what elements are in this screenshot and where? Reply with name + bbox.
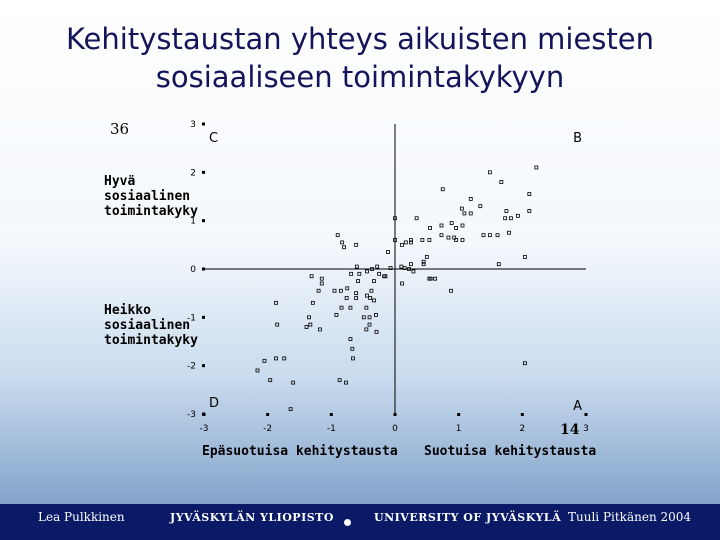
scatter-point: [365, 306, 368, 309]
scatter-point: [378, 272, 381, 275]
y-tick-mark: [202, 123, 205, 126]
scatter-point: [425, 255, 428, 258]
scatter-point: [505, 210, 508, 213]
scatter-point: [450, 289, 453, 292]
scatter-point: [318, 328, 321, 331]
scatter-point: [482, 234, 485, 237]
scatter-point: [507, 231, 510, 234]
y-tick-label: 1: [190, 216, 196, 227]
x-tick-mark: [203, 413, 206, 416]
scatter-point: [320, 277, 323, 280]
good-social-functioning-label: [104, 174, 198, 219]
x-tick-label: -3: [199, 424, 209, 434]
scatter-point: [496, 234, 499, 237]
poor-label-line-1: Heikko: [104, 303, 151, 318]
scatter-point: [441, 188, 444, 191]
scatter-point: [450, 222, 453, 225]
scatter-point: [341, 241, 344, 244]
scatter-point: [523, 255, 526, 258]
quadrant-label-c: C: [209, 131, 219, 146]
scatter-point: [528, 210, 531, 213]
scatter-point: [488, 171, 491, 174]
scatter-point: [370, 289, 373, 292]
scatter-point: [308, 316, 311, 319]
scatter-point: [365, 294, 368, 297]
scatter-point: [479, 205, 482, 208]
scatter-point: [434, 277, 437, 280]
title-line-2: sosiaaliseen toimintakykyyn: [155, 60, 565, 94]
scatter-point: [343, 246, 346, 249]
footer-author-left: Lea Pulkkinen: [38, 510, 125, 524]
scatter-point: [516, 214, 519, 217]
scatter-point: [500, 181, 503, 184]
scatter-point: [404, 241, 407, 244]
footer-university-fi: JYVÄSKYLÄN YLIOPISTO: [170, 511, 334, 524]
scatter-point: [340, 306, 343, 309]
title-line-1: Kehitystaustan yhteys aikuisten miesten: [65, 22, 655, 56]
scatter-point: [447, 236, 450, 239]
scatter-point: [349, 338, 352, 341]
scatter-point: [415, 217, 418, 220]
scatter-point: [292, 381, 295, 384]
scatter-point: [351, 347, 354, 350]
scatter-point: [269, 379, 272, 382]
scatter-point: [317, 289, 320, 292]
page-marker: 14: [560, 422, 580, 438]
y-tick-label: -3: [187, 410, 196, 420]
scatter-point: [351, 357, 354, 360]
scatter-point: [355, 243, 358, 246]
y-tick-label: 2: [190, 168, 196, 179]
scatter-point: [488, 234, 491, 237]
scatter-point: [365, 270, 368, 273]
good-label-line-2: sosiaalinen: [104, 189, 191, 204]
scatter-point: [528, 193, 531, 196]
scatter-point: [497, 263, 500, 266]
footer-author-right: Tuuli Pitkänen 2004: [568, 510, 692, 524]
scatter-point: [428, 239, 431, 242]
scatter-point: [461, 239, 464, 242]
scatter-point: [400, 265, 403, 268]
y-tick-label: 3: [190, 120, 196, 130]
poor-label-line-2: sosiaalinen: [104, 318, 191, 333]
scatter-point: [368, 323, 371, 326]
quadrant-label-a: A: [573, 399, 582, 414]
quadrant-label-b: B: [573, 131, 582, 146]
scatter-point: [336, 234, 339, 237]
scatter-point: [469, 197, 472, 200]
scatter-point: [460, 207, 463, 210]
scatter-point: [263, 359, 266, 362]
x-tick-label: 1: [455, 424, 462, 434]
scatter-point: [372, 299, 375, 302]
scatter-point: [421, 239, 424, 242]
scatter-point: [311, 301, 314, 304]
scatter-point: [504, 217, 507, 220]
scatter-point: [274, 301, 277, 304]
poor-social-functioning-label: [104, 303, 198, 348]
x-tick-mark: [266, 413, 269, 416]
scatter-point: [535, 166, 538, 169]
scatter-point: [339, 289, 342, 292]
scatter-point: [386, 251, 389, 254]
scatter-point: [345, 297, 348, 300]
scatter-point: [276, 323, 279, 326]
x-tick-label: 2: [519, 424, 526, 434]
scatter-point: [362, 316, 365, 319]
scatter-point: [283, 357, 286, 360]
scatter-point: [344, 381, 347, 384]
y-tick-mark: [202, 364, 205, 367]
y-tick-mark: [202, 268, 205, 271]
scatter-point: [350, 272, 353, 275]
x-tick-label: 3: [583, 424, 589, 434]
x-tick-mark: [394, 413, 397, 416]
scatter-point: [440, 234, 443, 237]
y-tick-mark: [202, 316, 205, 319]
scatter-point: [463, 212, 466, 215]
footer-bar: [0, 504, 720, 540]
scatter-point: [338, 379, 341, 382]
scatter-point: [355, 297, 358, 300]
x-tick-label: 0: [392, 424, 398, 434]
scatter-point: [309, 323, 312, 326]
y-tick-mark: [202, 171, 205, 174]
scatter-point: [357, 280, 360, 283]
scatter-point: [412, 270, 415, 273]
scatter-point: [440, 224, 443, 227]
y-tick-label: 0: [190, 265, 196, 275]
scatter-point: [376, 265, 379, 268]
scatter-point: [320, 282, 323, 285]
y-tick-label: -1: [187, 313, 196, 324]
quadrant-label-d: D: [209, 396, 220, 411]
scatter-point: [509, 217, 512, 220]
poor-label-line-3: toimintakyky: [104, 333, 198, 348]
scatter-point: [355, 265, 358, 268]
scatter-point: [346, 287, 349, 290]
x-tick-mark: [330, 413, 333, 416]
scatter-point: [374, 313, 377, 316]
favorable-background-label: Suotuisa kehitystausta: [424, 444, 597, 459]
scatter-point: [409, 263, 412, 266]
scatter-point: [401, 282, 404, 285]
scatter-point: [372, 280, 375, 283]
scatter-point: [289, 408, 292, 411]
scatter-point: [335, 313, 338, 316]
y-tick-label: -2: [187, 361, 196, 372]
scatter-point: [333, 289, 336, 292]
x-tick-label: -2: [263, 424, 273, 434]
x-tick-mark: [585, 413, 588, 416]
scatter-point: [365, 328, 368, 331]
scatter-point: [469, 212, 472, 215]
scatter-point: [368, 316, 371, 319]
scatter-point: [274, 357, 277, 360]
x-tick-mark: [457, 413, 460, 416]
y-tick-mark: [202, 219, 205, 222]
scatter-point: [358, 272, 361, 275]
scatter-point: [455, 226, 458, 229]
footer-university-en: UNIVERSITY OF JYVÄSKYLÄ: [374, 511, 562, 524]
slide-number: 36: [110, 120, 130, 138]
scatter-point: [256, 369, 259, 372]
scatter-point: [429, 226, 432, 229]
scatter-point: [349, 306, 352, 309]
scatter-point: [305, 326, 308, 329]
good-label-line-1: Hyvä: [104, 174, 136, 189]
good-label-line-3: toimintakyky: [104, 204, 198, 219]
scatter-point: [355, 292, 358, 295]
unfavorable-background-label: Epäsuotuisa kehitystausta: [202, 444, 398, 459]
scatter-point: [369, 297, 372, 300]
scatter-point: [523, 362, 526, 365]
scatter-point: [375, 330, 378, 333]
scatter-point: [461, 224, 464, 227]
footer-dot: [344, 519, 351, 526]
scatter-point: [401, 243, 404, 246]
x-tick-mark: [521, 413, 524, 416]
scatter-point: [310, 275, 313, 278]
x-tick-label: -1: [326, 424, 336, 434]
